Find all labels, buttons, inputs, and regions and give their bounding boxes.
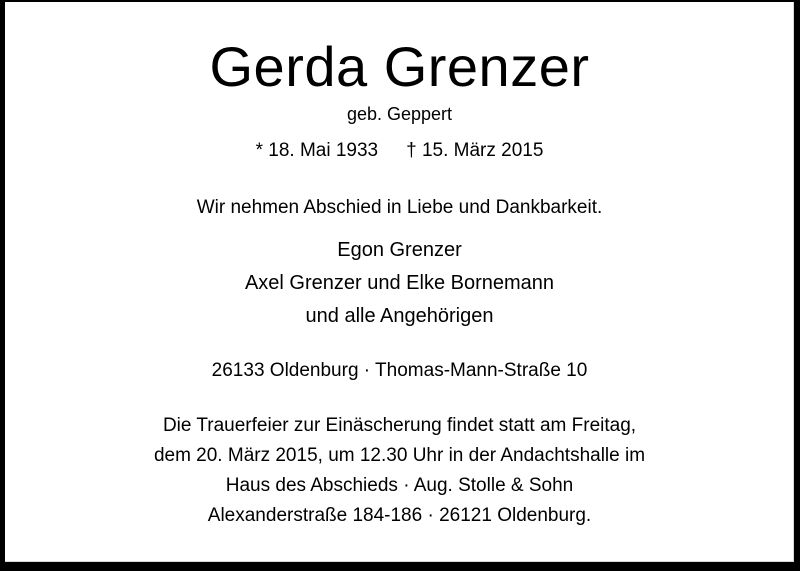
mourner-line: Axel Grenzer und Elke Bornemann	[244, 271, 555, 294]
residence-address: 26133 Oldenburg · Thomas-Mann-Straße 10	[211, 359, 588, 381]
mourner-line: und alle Angehörigen	[305, 304, 494, 327]
farewell-line: Wir nehmen Abschied in Liebe und Dankbarkeit.	[196, 196, 603, 218]
funeral-info-line: Alexanderstraße 184-186 · 26121 Oldenburg.	[207, 504, 592, 526]
deceased-name: Gerda Grenzer	[209, 35, 590, 98]
death-date: † 15. März 2015	[406, 139, 544, 161]
funeral-info-line: dem 20. März 2015, um 12.30 Uhr in der Andachtshalle im	[153, 444, 646, 466]
mourners-list	[5, 234, 794, 333]
mourner-line: Egon Grenzer	[337, 238, 462, 261]
birth-date: * 18. Mai 1933	[255, 139, 379, 161]
funeral-info-line: Die Trauerfeier zur Einäscherung findet statt am Freitag,	[162, 414, 637, 436]
funeral-information	[5, 411, 794, 531]
life-dates	[5, 141, 794, 161]
maiden-name: geb. Geppert	[346, 103, 453, 124]
funeral-info-line: Haus des Abschieds · Aug. Stolle & Sohn	[225, 474, 574, 496]
